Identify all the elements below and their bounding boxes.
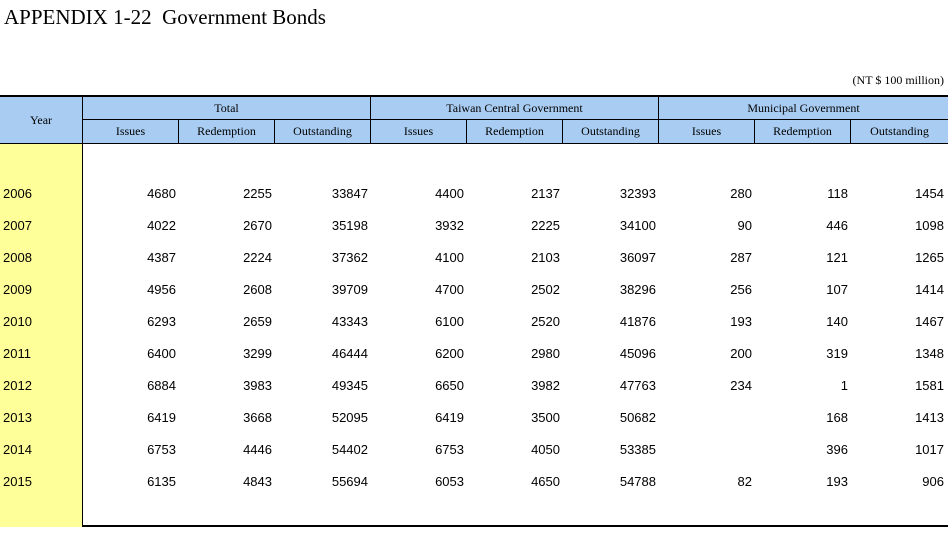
value-cell: 1454 [915, 186, 944, 201]
value-cell: 1098 [915, 218, 944, 233]
value-cell: 49345 [331, 378, 368, 393]
unit-label: (NT $ 100 million) [852, 73, 944, 87]
year-cell: 2015 [3, 474, 32, 489]
value-cell: 37362 [331, 250, 368, 265]
value-cell: 107 [826, 282, 848, 297]
value-cell: 168 [826, 410, 848, 425]
value-cell: 6419 [147, 410, 176, 425]
value-cell: 4387 [147, 250, 176, 265]
value-cell: 234 [730, 378, 752, 393]
subheader-central-redemption: Redemption [467, 120, 563, 144]
value-cell: 4050 [531, 442, 560, 457]
value-cell: 4100 [435, 250, 464, 265]
value-cell: 2980 [531, 346, 560, 361]
value-cell: 52095 [331, 410, 368, 425]
value-cell: 446 [826, 218, 848, 233]
table-row [0, 248, 948, 268]
value-cell: 4700 [435, 282, 464, 297]
value-cell: 6200 [435, 346, 464, 361]
value-cell: 54402 [331, 442, 368, 457]
value-cell: 1017 [915, 442, 944, 457]
year-cell: 2006 [3, 186, 32, 201]
year-cell: 2011 [3, 346, 31, 361]
value-cell: 3932 [435, 218, 464, 233]
value-cell: 200 [730, 346, 752, 361]
value-cell: 2502 [531, 282, 560, 297]
value-cell: 46444 [331, 346, 368, 361]
value-cell: 3983 [243, 378, 272, 393]
value-cell: 3500 [531, 410, 560, 425]
value-cell: 6419 [435, 410, 464, 425]
value-cell: 193 [826, 474, 848, 489]
value-cell: 1413 [915, 410, 944, 425]
value-cell: 2255 [243, 186, 272, 201]
value-cell: 193 [730, 314, 752, 329]
value-cell: 121 [826, 250, 848, 265]
table-row [0, 312, 948, 332]
group-header-total: Total [83, 97, 371, 120]
value-cell: 41876 [619, 314, 656, 329]
value-cell: 1467 [915, 314, 944, 329]
value-cell: 118 [827, 186, 848, 201]
value-cell: 54788 [619, 474, 656, 489]
value-cell: 1265 [915, 250, 944, 265]
value-cell: 2224 [243, 250, 272, 265]
value-cell: 3299 [243, 346, 272, 361]
value-cell: 2103 [531, 250, 560, 265]
value-cell: 6293 [147, 314, 176, 329]
year-cell: 2013 [3, 410, 32, 425]
value-cell: 6753 [435, 442, 464, 457]
value-cell: 2225 [531, 218, 560, 233]
year-cell: 2010 [3, 314, 32, 329]
value-cell: 4680 [147, 186, 176, 201]
year-cell: 2007 [3, 218, 32, 233]
table-row [0, 408, 948, 428]
value-cell: 6400 [147, 346, 176, 361]
value-cell: 35198 [331, 218, 368, 233]
value-cell: 53385 [619, 442, 656, 457]
value-cell: 4843 [243, 474, 272, 489]
year-cell: 2012 [3, 378, 32, 393]
table-row [0, 440, 948, 460]
table-row [0, 376, 948, 396]
value-cell: 2520 [531, 314, 560, 329]
group-header-central: Taiwan Central Government [371, 97, 659, 120]
value-cell: 1 [840, 378, 848, 393]
value-cell: 34100 [619, 218, 656, 233]
value-cell: 6753 [147, 442, 176, 457]
value-cell: 2608 [243, 282, 272, 297]
value-cell: 280 [730, 186, 752, 201]
value-cell: 1414 [915, 282, 944, 297]
value-cell: 6884 [147, 378, 176, 393]
value-cell: 3982 [531, 378, 560, 393]
value-cell: 45096 [619, 346, 656, 361]
value-cell: 287 [730, 250, 752, 265]
value-cell: 4650 [531, 474, 560, 489]
value-cell: 1581 [915, 378, 944, 393]
value-cell: 319 [826, 346, 848, 361]
value-cell: 6650 [435, 378, 464, 393]
value-cell: 6053 [435, 474, 464, 489]
value-cell: 396 [826, 442, 848, 457]
value-cell: 4022 [147, 218, 176, 233]
subheader-municipal-outstanding: Outstanding [851, 120, 948, 144]
table-row [0, 280, 948, 300]
value-cell: 4400 [435, 186, 464, 201]
year-cell: 2009 [3, 282, 32, 297]
value-cell: 36097 [619, 250, 656, 265]
year-cell: 2008 [3, 250, 32, 265]
value-cell: 39709 [331, 282, 368, 297]
value-cell: 2659 [243, 314, 272, 329]
group-header-municipal: Municipal Government [659, 97, 948, 120]
value-cell: 4446 [243, 442, 272, 457]
value-cell: 1348 [915, 346, 944, 361]
page-title: APPENDIX 1-22 Government Bonds [4, 5, 326, 29]
year-cell: 2014 [3, 442, 32, 457]
value-cell: 50682 [619, 410, 656, 425]
table-row [0, 344, 948, 364]
value-cell: 33847 [331, 186, 368, 201]
value-cell: 55694 [331, 474, 368, 489]
value-cell: 32393 [619, 186, 656, 201]
subheader-central-outstanding: Outstanding [563, 120, 659, 144]
value-cell: 90 [737, 218, 752, 233]
subheader-total-issues: Issues [83, 120, 179, 144]
value-cell: 256 [730, 282, 752, 297]
value-cell: 6100 [435, 314, 464, 329]
subheader-total-outstanding: Outstanding [275, 120, 371, 144]
subheader-central-issues: Issues [371, 120, 467, 144]
table-row [0, 216, 948, 236]
value-cell: 38296 [619, 282, 656, 297]
table-row [0, 184, 948, 204]
value-cell: 6135 [147, 474, 176, 489]
table-row [0, 472, 948, 492]
value-cell: 82 [737, 474, 752, 489]
value-cell: 3668 [243, 410, 272, 425]
bonds-table [0, 95, 948, 527]
subheader-total-redemption: Redemption [179, 120, 275, 144]
value-cell: 4956 [147, 282, 176, 297]
year-header: Year [0, 97, 83, 144]
value-cell: 2137 [531, 186, 560, 201]
subheader-municipal-redemption: Redemption [755, 120, 851, 144]
subheader-municipal-issues: Issues [659, 120, 755, 144]
value-cell: 140 [826, 314, 848, 329]
value-cell: 47763 [619, 378, 656, 393]
value-cell: 43343 [331, 314, 368, 329]
value-cell: 906 [922, 474, 944, 489]
value-cell: 2670 [243, 218, 272, 233]
